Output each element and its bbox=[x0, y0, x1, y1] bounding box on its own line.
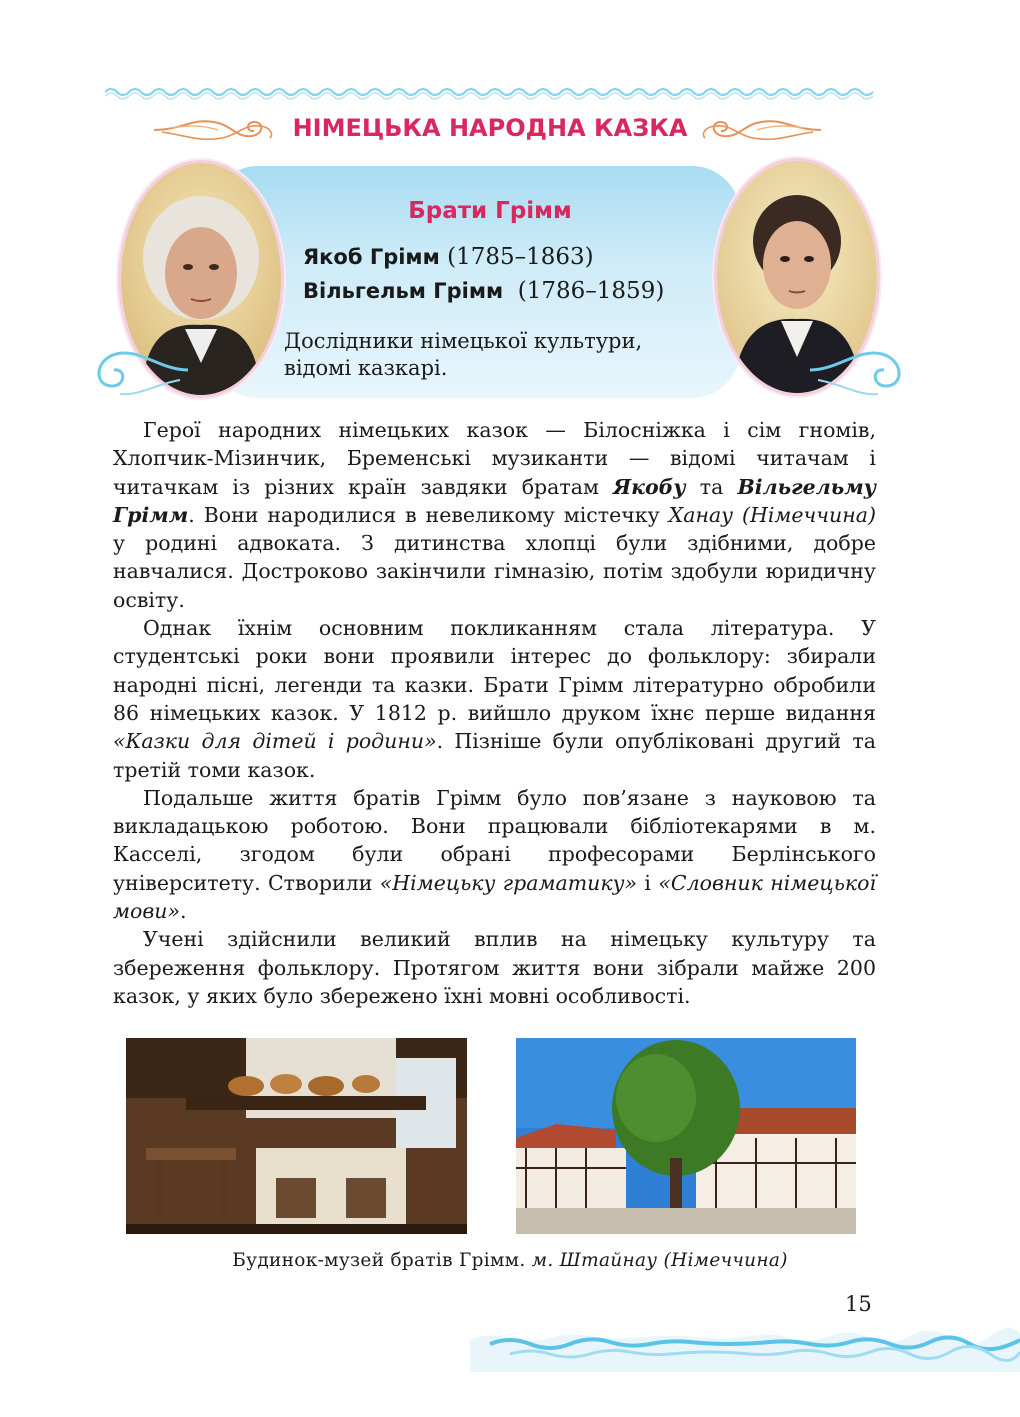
right-swirl-icon bbox=[808, 340, 918, 400]
paragraph-3: Подальше життя братів Грімм було пов’язане з науковою та викладацькою роботою. Вони працювали бібліотекарями в м. Касселі, згодом були обрані професорами Берлінського університету. Створили «Німецьку граматику» і «Словник німецької мови». bbox=[113, 785, 877, 924]
description-line: Дослідники німецької культури, bbox=[284, 329, 643, 353]
top-wave-decoration bbox=[105, 84, 875, 100]
right-ornament-icon bbox=[698, 114, 823, 146]
photo-caption bbox=[0, 1250, 1020, 1271]
paragraph-2: Однак їхнім основним покликанням стала література. У студентські роки вони проявили інтерес до фольклору: збирали народні пісні, легенди та казки. Брати Грімм літературно обробили 86 німецьких казок. У 1812 р. вийшло друком їхнє перше видання «Казки для дітей і родини». Пізніше були опубліковані другий та третій томи казок. bbox=[113, 616, 876, 782]
bottom-wave-decoration bbox=[470, 1322, 1020, 1372]
article-body bbox=[113, 416, 876, 1010]
paragraph-1: Герої народних німецьких казок — Білосніжка і сім гномів, Хлопчик-Мізинчик, Бременські музиканти — відомі читачам і читачкам із різних країн завдяки братам Якобу та Вільгельму Грімм. Вони народилися в невеликому містечку Ханау (Німеччина) у родині адвоката. З дитинства хлопці були здібними, добре навчалися. Достроково закінчили гімназію, потім здобули юридичну освіту. bbox=[113, 418, 876, 612]
caption-main: Будинок-музей братів Грімм. bbox=[232, 1250, 526, 1271]
left-ornament-icon bbox=[152, 114, 277, 146]
author-years: (1786–1859) bbox=[517, 278, 665, 304]
page-number: 15 bbox=[845, 1292, 872, 1316]
info-box-title: Брати Грімм bbox=[408, 198, 572, 224]
museum-building-photo bbox=[516, 1038, 856, 1234]
museum-kitchen-photo bbox=[126, 1038, 467, 1234]
author-years: (1785–1863) bbox=[447, 244, 594, 270]
author-line-jacob bbox=[303, 244, 594, 270]
info-box-description bbox=[284, 328, 724, 382]
section-heading bbox=[0, 112, 1020, 152]
caption-place: м. Штайнау (Німеччина) bbox=[531, 1250, 788, 1271]
author-name: Вільгельм Грімм bbox=[303, 279, 504, 303]
paragraph-4: Учені здійснили великий вплив на німецьку культуру та збереження фольклору. Протягом життя вони зібрали майже 200 казок, у яких було збережено їхні мовні особливості. bbox=[113, 927, 876, 1008]
section-title: НІМЕЦЬКА НАРОДНА КАЗКА bbox=[292, 114, 688, 142]
description-line: відомі казкарі. bbox=[284, 356, 448, 380]
author-name: Якоб Грімм bbox=[303, 245, 440, 269]
author-line-wilhelm bbox=[303, 278, 664, 304]
left-swirl-icon bbox=[80, 340, 190, 400]
